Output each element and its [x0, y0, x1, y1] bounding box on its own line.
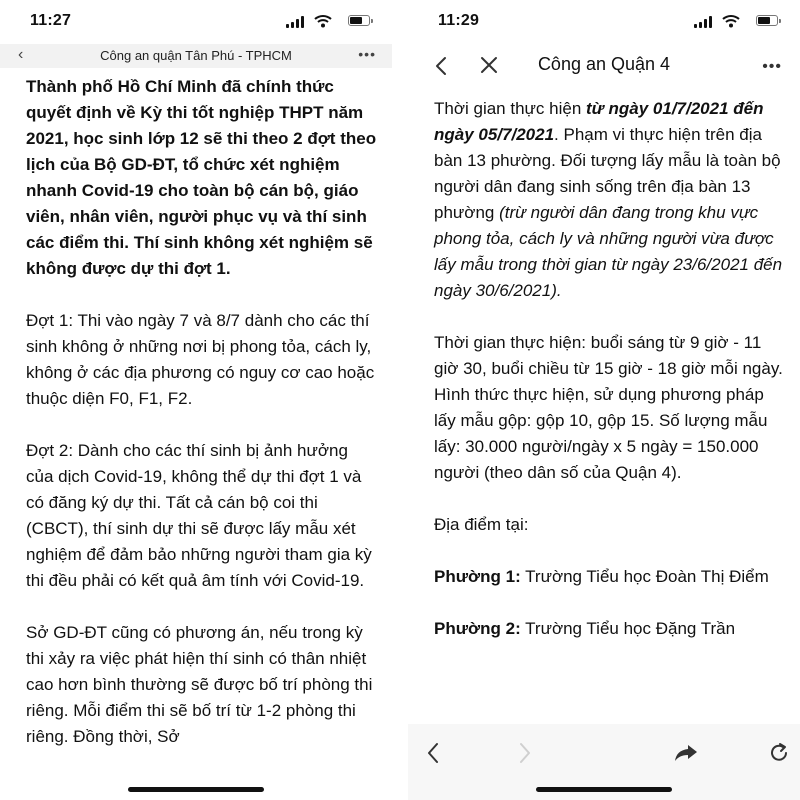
home-indicator[interactable]	[128, 787, 264, 792]
ward-label: Phường 1:	[434, 567, 521, 586]
chevron-left-icon[interactable]: ‹	[18, 46, 24, 63]
cellular-signal-icon	[286, 16, 306, 28]
battery-icon	[348, 15, 370, 26]
status-time: 11:27	[30, 12, 72, 29]
status-bar	[408, 0, 800, 44]
home-indicator[interactable]	[536, 787, 672, 792]
ward-label: Phường 2:	[434, 619, 521, 638]
paragraph: Đợt 2: Dành cho các thí sinh bị ảnh hưởng của dịch Covid-19, không thể dự thi đợt 1 và có đăng ký dự thi. Tất cả cán bộ coi thi (CBCT), thí sinh dự thi sẽ được lấy mẫu xét nghiệm để đảm bảo những người tham gia kỳ thi đều phải có kết quả âm tính với Covid-19.	[26, 441, 372, 590]
page-title: Công an quận Tân Phú - TPHCM	[100, 48, 292, 63]
more-dots-icon[interactable]: •••	[762, 58, 782, 75]
left-screen	[0, 0, 392, 800]
paragraph: Đợt 1: Thi vào ngày 7 và 8/7 dành cho các thí sinh không ở những nơi bị phong tỏa, cách ly, không ở các địa phương có nguy cơ cao hoặc thuộc diện F0, F1, F2.	[26, 311, 375, 408]
right-screen	[408, 0, 800, 800]
paragraph: Thời gian thực hiện: buổi sáng từ 9 giờ - 11 giờ 30, buổi chiều từ 15 giờ - 18 giờ mỗi ngày. Hình thức thực hiện, sử dụng phương pháp lấy mẫu gộp: gộp 10, gộp 15. Số lượng mẫu lấy: 30.000 người/ngày x 5 ngày = 150.000 người (theo dân số của Quận 4).	[434, 333, 783, 482]
text-run: Thời gian thực hiện	[434, 99, 586, 118]
nav-bar	[408, 44, 800, 88]
nav-bar	[0, 44, 392, 68]
article-body	[434, 96, 786, 668]
divider	[392, 0, 408, 800]
date-range: từ ngày 01/7/2021 đến ngày 05/7/2021	[434, 99, 764, 144]
cellular-signal-icon	[694, 16, 714, 28]
status-time: 11:29	[438, 12, 480, 29]
status-bar	[0, 0, 392, 44]
forward-arrow-icon[interactable]	[518, 742, 532, 769]
back-arrow-icon[interactable]	[426, 742, 440, 769]
ward-item	[434, 564, 786, 590]
article-lead: Thành phố Hồ Chí Minh đã chính thức quyết định về Kỳ thi tốt nghiệp THPT năm 2021, học sinh lớp 12 sẽ thi theo 2 đợt theo lịch của Bộ GD-ĐT, tổ chức xét nghiệm nhanh Covid-19 cho toàn bộ cán bộ, giáo viên, nhân viên, người phục vụ và thí sinh các điểm thi. Thí sinh không xét nghiệm sẽ không được dự thi đợt 1.	[26, 77, 377, 278]
article-body	[26, 74, 378, 776]
browser-toolbar	[408, 724, 800, 800]
ward-location: Trường Tiểu học Đoàn Thị Điểm	[520, 567, 769, 586]
ward-location: Trường Tiểu học Đặng Trần	[520, 619, 736, 638]
paragraph: Sở GD-ĐT cũng có phương án, nếu trong kỳ thi xảy ra việc phát hiện thí sinh có thân nhiệt cao hơn bình thường sẽ được bố trí phòng thi riêng. Mỗi điểm thi sẽ bố trí từ 1-2 phòng thi riêng. Đồng thời, Sở	[26, 623, 373, 746]
more-dots-icon[interactable]: •••	[358, 46, 376, 62]
battery-icon	[756, 15, 778, 26]
exclusion-note: (trừ người dân đang trong khu vực phong tỏa, cách ly và những người vừa được lấy mẫu trong thời gian từ ngày 23/6/2021 đến ngày 30/6/2021).	[434, 203, 783, 300]
text-run: . Phạm vi thực hiện trên địa bàn 13 phường. Đối tượng lấy mẫu là toàn bộ người dân đang sinh sống trên địa bàn 13 phường	[434, 125, 781, 222]
paragraph: Địa điểm tại:	[434, 515, 529, 534]
page-title: Công an Quận 4	[537, 54, 671, 74]
ward-item	[434, 616, 786, 642]
reload-icon[interactable]	[768, 742, 790, 769]
share-icon[interactable]	[674, 744, 698, 767]
scroll-fade	[0, 760, 392, 774]
paragraph	[434, 96, 786, 304]
wifi-icon	[314, 14, 332, 28]
wifi-icon	[722, 14, 740, 28]
